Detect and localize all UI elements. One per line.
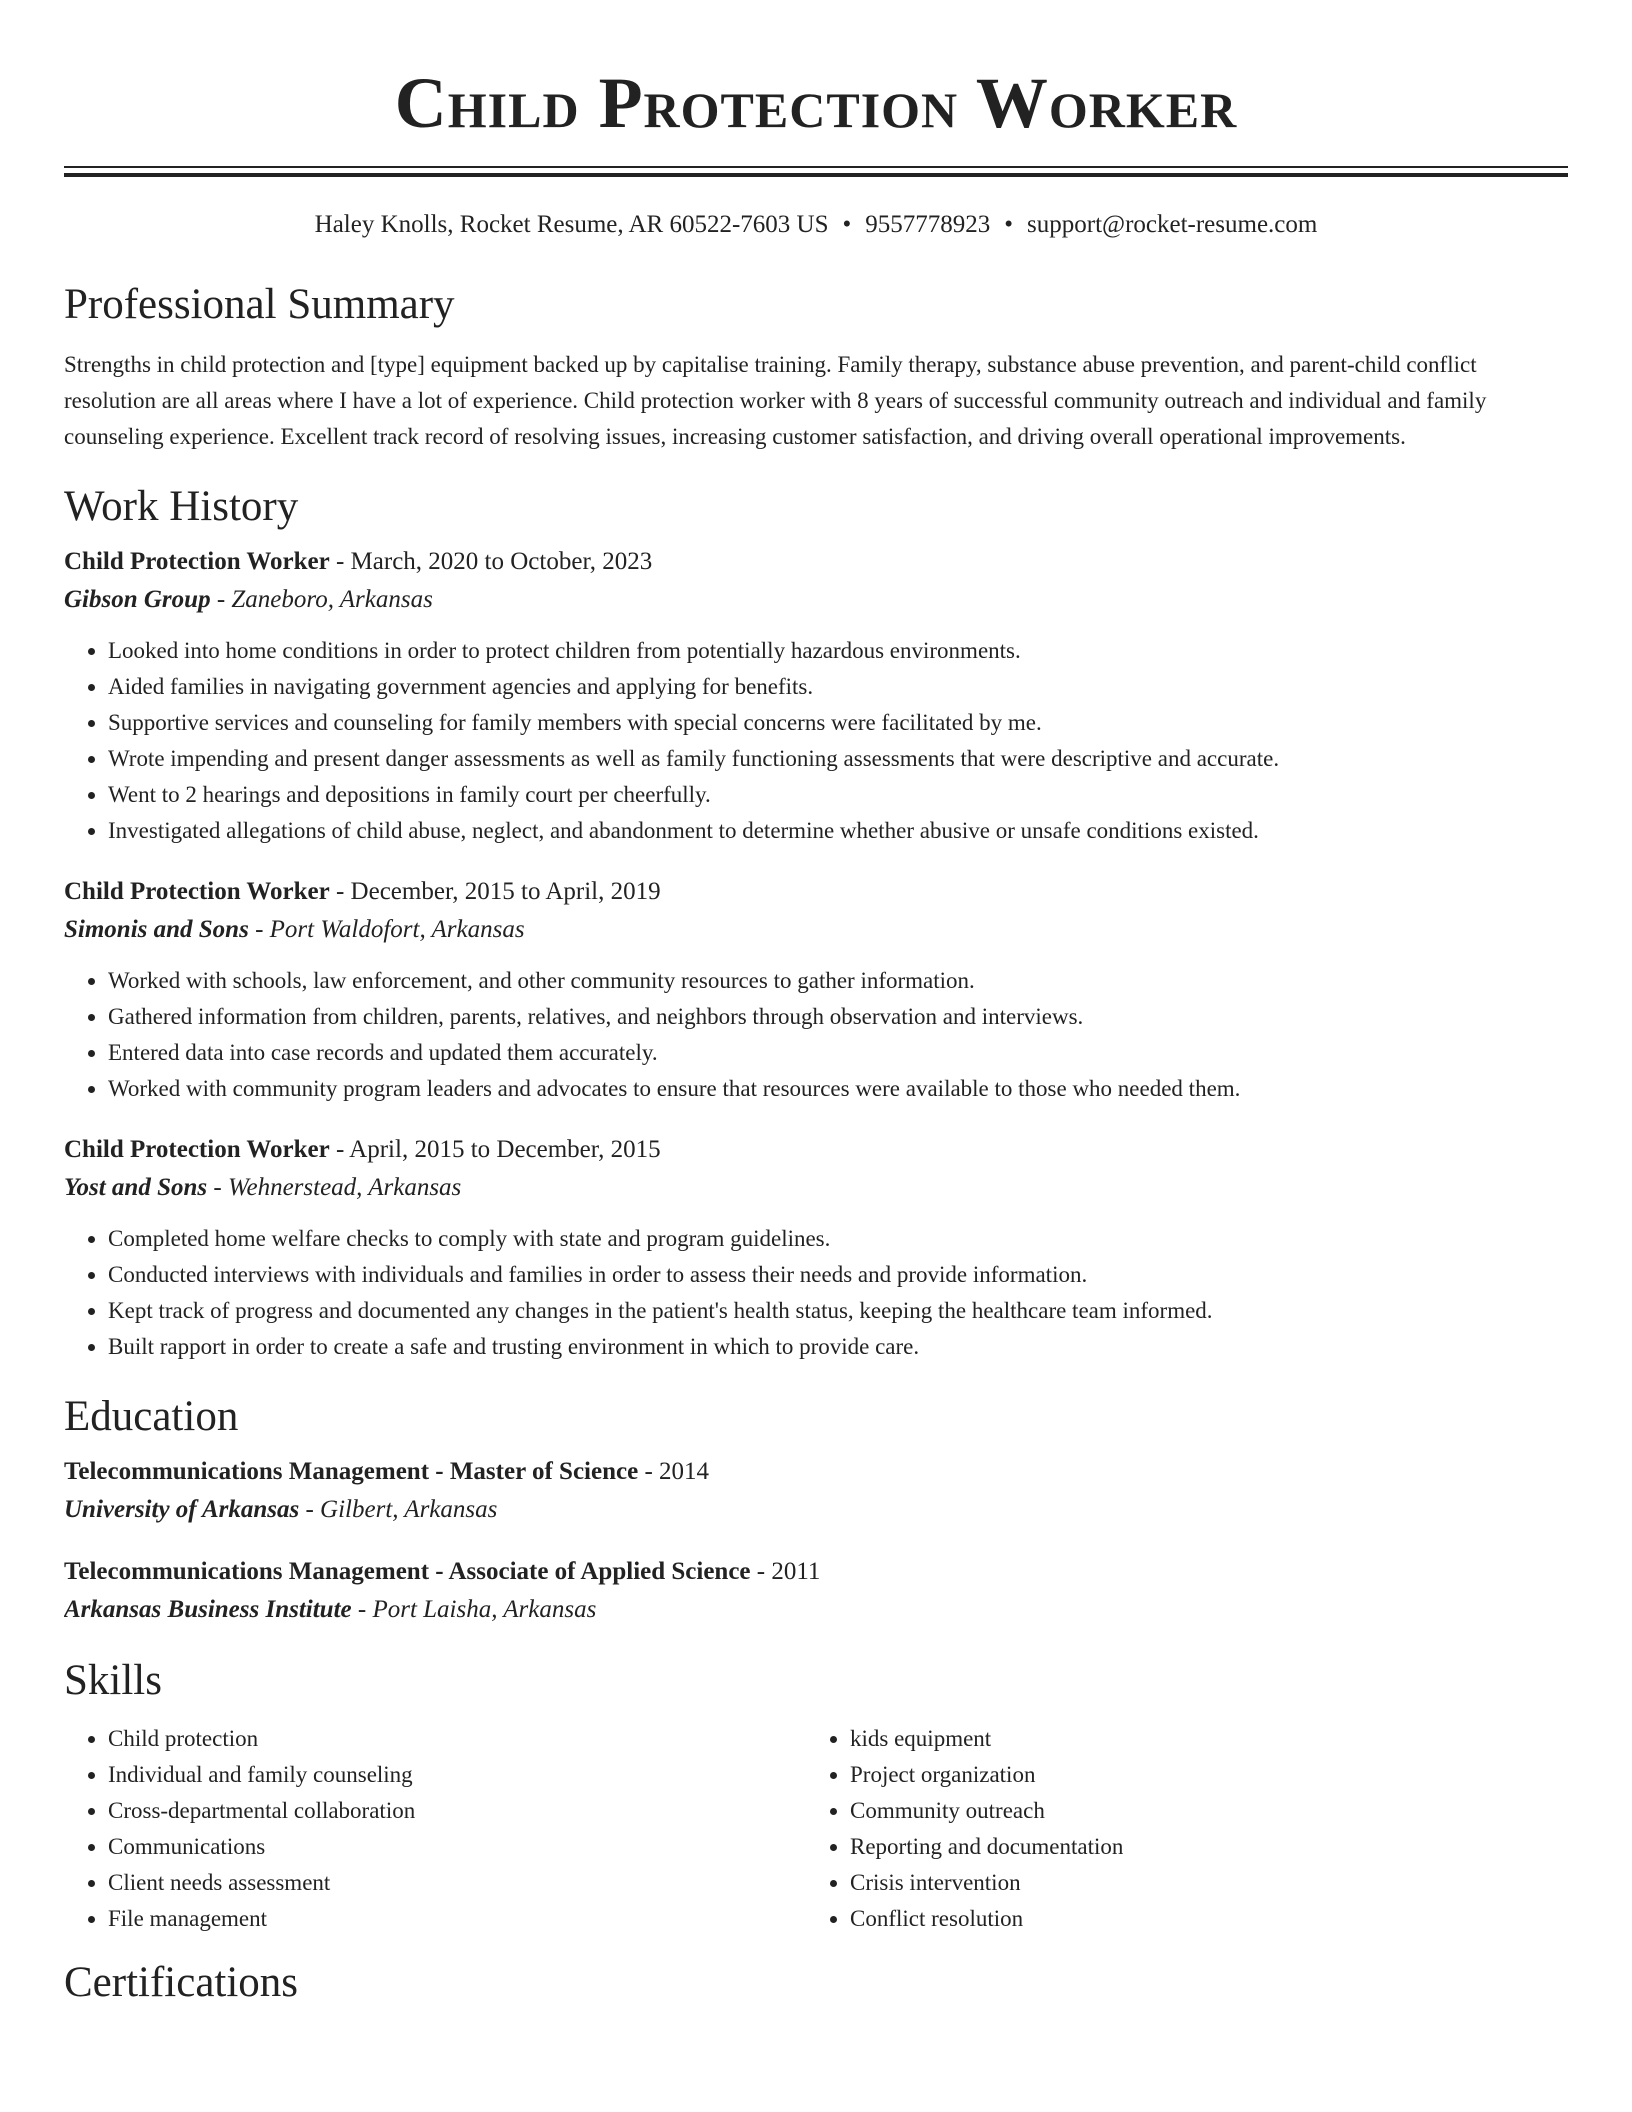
list-item: • Aided families in navigating government agencies and applying for benefits.	[108, 669, 1568, 705]
school: Arkansas Business Institute	[64, 1596, 352, 1623]
skill-item: • kids equipment	[850, 1721, 1548, 1757]
list-item: • Supportive services and counseling for family members with special concerns were facilitated by me.	[108, 705, 1568, 741]
list-item: • Looked into home conditions in order to protect children from potentially hazardous environments.	[108, 633, 1568, 669]
contact-line	[64, 207, 1568, 243]
school-line	[64, 1491, 1568, 1529]
list-item: • Conducted interviews with individuals and families in order to assess their needs and provide information.	[108, 1257, 1568, 1293]
skill-item: • File management	[108, 1901, 806, 1937]
job-entry	[64, 873, 1568, 1107]
degree-line	[64, 1453, 1568, 1491]
job-entry	[64, 1131, 1568, 1365]
job-bullets	[64, 633, 1568, 849]
education-entry	[64, 1553, 1568, 1629]
summary-text: Strengths in child protection and [type] equipment backed up by capitalise training. Family therapy, substance abuse prevention, and parent-child conflict resolution are all areas where I have a lot of experience. Child protection worker with 8 years of successful community outreach and individual and family counseling experience. Excellent track record of resolving issues, increasing customer satisfaction, and driving overall operational improvements.	[64, 352, 1487, 449]
job-company: Simonis and Sons	[64, 916, 249, 943]
skill-item: • Community outreach	[850, 1793, 1548, 1829]
skill-item: • Communications	[108, 1829, 806, 1865]
education-heading: Education	[64, 1393, 239, 1440]
degree-year: - 2014	[638, 1458, 710, 1485]
contact-address: Haley Knolls, Rocket Resume, AR 60522-7603 US	[314, 211, 829, 238]
job-title-line	[64, 543, 1568, 581]
job-company-line	[64, 1169, 1568, 1207]
skill-item: • Cross-departmental collaboration	[108, 1793, 806, 1829]
certifications-heading: Certifications	[64, 1959, 299, 2006]
job-location: - Wehnerstead, Arkansas	[207, 1174, 462, 1201]
job-title-line	[64, 873, 1568, 911]
job-dates: - March, 2020 to October, 2023	[329, 548, 653, 575]
job-entry	[64, 543, 1568, 849]
job-location: - Zaneboro, Arkansas	[210, 586, 433, 613]
job-company-line	[64, 911, 1568, 949]
list-item: • Went to 2 hearings and depositions in family court per cheerfully.	[108, 777, 1568, 813]
title-divider	[64, 166, 1568, 177]
degree-year: - 2011	[750, 1558, 821, 1585]
job-company: Yost and Sons	[64, 1174, 208, 1201]
job-company: Gibson Group	[64, 586, 211, 613]
skills-column-right	[806, 1721, 1548, 1937]
education-entry	[64, 1453, 1568, 1529]
list-item: • Completed home welfare checks to comply with state and program guidelines.	[108, 1221, 1568, 1257]
contact-email: support@rocket-resume.com	[1027, 211, 1318, 238]
skill-item: • Individual and family counseling	[108, 1757, 806, 1793]
school-line	[64, 1591, 1568, 1629]
job-bullets	[64, 963, 1568, 1107]
skill-item: • Client needs assessment	[108, 1865, 806, 1901]
degree-line	[64, 1553, 1568, 1591]
degree: Telecommunications Management - Master of Science	[64, 1458, 639, 1485]
job-dates: - December, 2015 to April, 2019	[329, 878, 661, 905]
job-title: Child Protection Worker	[64, 548, 330, 575]
job-title: Child Protection Worker	[64, 1136, 330, 1163]
list-item: • Built rapport in order to create a safe and trusting environment in which to provide care.	[108, 1329, 1568, 1365]
skill-item: • Project organization	[850, 1757, 1548, 1793]
skills-grid	[64, 1721, 1568, 1937]
summary-heading: Professional Summary	[64, 281, 455, 328]
skill-item: • Crisis intervention	[850, 1865, 1548, 1901]
school-location: - Port Laisha, Arkansas	[351, 1596, 597, 1623]
list-item: • Entered data into case records and updated them accurately.	[108, 1035, 1568, 1071]
job-title-line	[64, 1131, 1568, 1169]
contact-separator: •	[842, 211, 852, 238]
skills-list	[806, 1721, 1548, 1937]
job-company-line	[64, 581, 1568, 619]
contact-separator: •	[1004, 211, 1014, 238]
job-bullets	[64, 1221, 1568, 1365]
job-location: - Port Waldofort, Arkansas	[248, 916, 525, 943]
degree: Telecommunications Management - Associate of Applied Science	[64, 1558, 751, 1585]
resume-page	[64, 0, 1568, 2112]
skills-column-left	[64, 1721, 806, 1937]
work-history-heading: Work History	[64, 483, 299, 530]
skills-heading: Skills	[64, 1657, 162, 1704]
list-item: • Worked with schools, law enforcement, and other community resources to gather information.	[108, 963, 1568, 999]
job-title: Child Protection Worker	[64, 878, 330, 905]
skill-item: • Conflict resolution	[850, 1901, 1548, 1937]
list-item: • Investigated allegations of child abuse, neglect, and abandonment to determine whether abusive or unsafe conditions existed.	[108, 813, 1568, 849]
skill-item: • Reporting and documentation	[850, 1829, 1548, 1865]
contact-phone: 9557778923	[865, 211, 991, 238]
job-dates: - April, 2015 to December, 2015	[329, 1136, 661, 1163]
school-location: - Gilbert, Arkansas	[299, 1496, 498, 1523]
skills-list	[64, 1721, 806, 1937]
list-item: • Gathered information from children, parents, relatives, and neighbors through observation and interviews.	[108, 999, 1568, 1035]
school: University of Arkansas	[64, 1496, 300, 1523]
list-item: • Kept track of progress and documented any changes in the patient's health status, keeping the healthcare team informed.	[108, 1293, 1568, 1329]
page-title: Child Protection Worker	[394, 63, 1238, 143]
skill-item: • Child protection	[108, 1721, 806, 1757]
list-item: • Worked with community program leaders and advocates to ensure that resources were available to those who needed them.	[108, 1071, 1568, 1107]
list-item: • Wrote impending and present danger assessments as well as family functioning assessments that were descriptive and accurate.	[108, 741, 1568, 777]
